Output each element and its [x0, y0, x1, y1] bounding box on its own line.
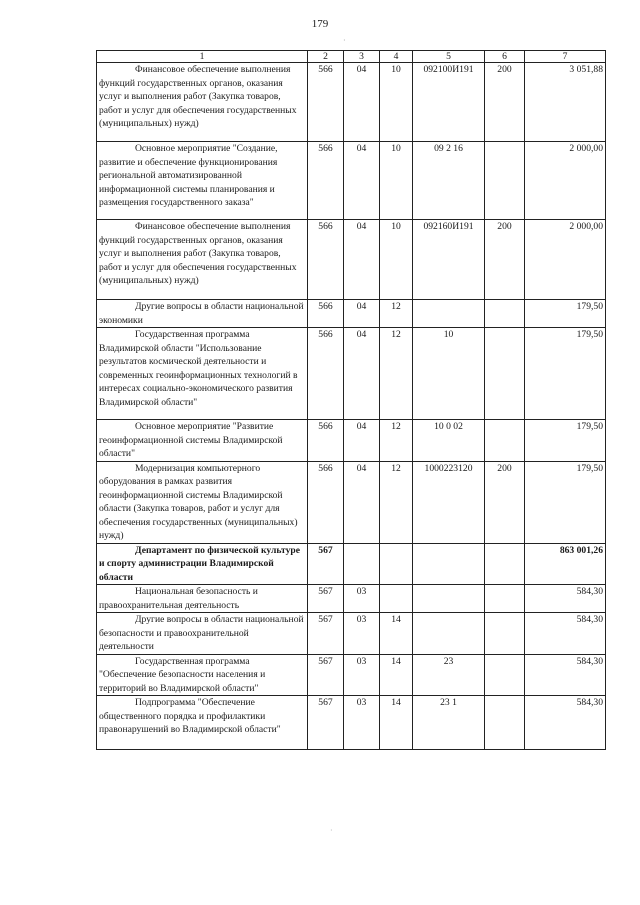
- table-row: [97, 543, 606, 585]
- row-name-cell: [97, 63, 308, 142]
- row-subsection-cell: 12: [380, 328, 413, 420]
- row-code-cell: 566: [308, 220, 344, 300]
- scan-mark: ·: [343, 36, 346, 45]
- row-subsection-cell: 14: [380, 654, 413, 696]
- row-name-text: Национальная безопасность и правоохранительная деятельность: [99, 586, 258, 611]
- row-section-cell: 04: [344, 220, 380, 300]
- row-section-cell: 04: [344, 63, 380, 142]
- row-subsection-cell: 12: [380, 420, 413, 462]
- row-name-cell: [97, 300, 308, 328]
- row-amount-cell: 584,30: [525, 585, 606, 613]
- row-section-cell: 04: [344, 328, 380, 420]
- row-subsection-cell: 10: [380, 142, 413, 220]
- row-type-cell: [485, 420, 525, 462]
- row-name-cell: [97, 420, 308, 462]
- row-section-cell: 04: [344, 142, 380, 220]
- row-type-cell: [485, 654, 525, 696]
- row-type-cell: [485, 300, 525, 328]
- row-amount-cell: 3 051,88: [525, 63, 606, 142]
- header-cell: 5: [413, 51, 485, 63]
- row-code-cell: 567: [308, 696, 344, 750]
- row-section-cell: 03: [344, 696, 380, 750]
- row-name-text: Департамент по физической культуре и спорту администрации Владимирской области: [99, 544, 301, 583]
- row-target-cell: [413, 543, 485, 585]
- table-row: [97, 220, 606, 300]
- header-cell: 7: [525, 51, 606, 63]
- row-amount-cell: 584,30: [525, 613, 606, 655]
- row-code-cell: 566: [308, 300, 344, 328]
- row-section-cell: [344, 543, 380, 585]
- row-code-cell: 566: [308, 420, 344, 462]
- row-name-cell: [97, 220, 308, 300]
- row-amount-cell: 863 001,26: [525, 543, 606, 585]
- row-section-cell: 03: [344, 654, 380, 696]
- table-row: [97, 142, 606, 220]
- row-target-cell: 1000223120: [413, 461, 485, 543]
- row-code-cell: 567: [308, 613, 344, 655]
- table-row: [97, 696, 606, 750]
- row-subsection-cell: 14: [380, 613, 413, 655]
- scan-mark: ·: [330, 826, 333, 835]
- row-amount-cell: 584,30: [525, 696, 606, 750]
- row-name-cell: [97, 696, 308, 750]
- row-name-text: Финансовое обеспечение выполнения функций государственных органов, оказания услуг и выполнения работ (Закупка товаров, работ и услуг для обеспечения государственных (муниципальных) нужд): [99, 221, 297, 286]
- row-code-cell: 567: [308, 585, 344, 613]
- row-target-cell: [413, 613, 485, 655]
- row-amount-cell: 2 000,00: [525, 220, 606, 300]
- row-section-cell: 04: [344, 420, 380, 462]
- row-target-cell: 10 0 02: [413, 420, 485, 462]
- row-amount-cell: 2 000,00: [525, 142, 606, 220]
- row-section-cell: 03: [344, 613, 380, 655]
- row-name-text: Основное мероприятие "Создание, развитие и обеспечение функционирования региональной автоматизированной информационной системы планирования и размещения государственного заказа": [99, 143, 278, 208]
- row-target-cell: 23: [413, 654, 485, 696]
- row-amount-cell: 584,30: [525, 654, 606, 696]
- table-row: [97, 420, 606, 462]
- row-name-cell: [97, 613, 308, 655]
- row-type-cell: [485, 613, 525, 655]
- row-section-cell: 03: [344, 585, 380, 613]
- row-name-text: Другие вопросы в области национальной безопасности и правоохранительной деятельности: [99, 614, 304, 652]
- row-subsection-cell: 12: [380, 461, 413, 543]
- header-cell: 2: [308, 51, 344, 63]
- row-type-cell: [485, 696, 525, 750]
- row-name-cell: [97, 461, 308, 543]
- budget-table: [96, 50, 606, 750]
- table-row: [97, 63, 606, 142]
- header-cell: 4: [380, 51, 413, 63]
- row-subsection-cell: 14: [380, 696, 413, 750]
- row-name-text: Подпрограмма "Обеспечение общественного порядка и профилактики правонарушений во Владимирской области": [99, 697, 281, 735]
- row-target-cell: 09 2 16: [413, 142, 485, 220]
- table-row: [97, 300, 606, 328]
- row-code-cell: 567: [308, 543, 344, 585]
- row-name-text: Государственная программа "Обеспечение безопасности населения и территорий во Владимирской области": [99, 655, 266, 694]
- row-amount-cell: 179,50: [525, 328, 606, 420]
- header-cell: 1: [97, 51, 308, 63]
- row-name-text: Основное мероприятие "Развитие геоинформационной системы Владимирской области": [99, 421, 283, 459]
- table-row: [97, 328, 606, 420]
- row-target-cell: [413, 585, 485, 613]
- row-subsection-cell: 10: [380, 220, 413, 300]
- row-target-cell: 10: [413, 328, 485, 420]
- table-row: [97, 613, 606, 655]
- row-name-text: Государственная программа Владимирской области "Использование результатов космической деятельности и современных геоинформационных технологий в интересах социально-экономического развития Владимирской области": [99, 329, 298, 408]
- table-body: [97, 63, 606, 750]
- row-subsection-cell: 10: [380, 63, 413, 142]
- row-name-text: Финансовое обеспечение выполнения функций государственных органов, оказания услуг и выполнения работ (Закупка товаров, работ и услуг для обеспечения государственных (муниципальных) нужд): [99, 64, 297, 129]
- header-cell: 3: [344, 51, 380, 63]
- table-row: [97, 461, 606, 543]
- header-cell: 6: [485, 51, 525, 63]
- table-row: [97, 654, 606, 696]
- row-type-cell: 200: [485, 63, 525, 142]
- row-subsection-cell: [380, 543, 413, 585]
- row-name-cell: [97, 585, 308, 613]
- row-subsection-cell: [380, 585, 413, 613]
- table-row: [97, 585, 606, 613]
- row-amount-cell: 179,50: [525, 420, 606, 462]
- page-number: 179: [311, 18, 329, 30]
- row-name-cell: [97, 328, 308, 420]
- row-subsection-cell: 12: [380, 300, 413, 328]
- row-type-cell: 200: [485, 220, 525, 300]
- row-code-cell: 566: [308, 63, 344, 142]
- row-code-cell: 566: [308, 461, 344, 543]
- row-type-cell: 200: [485, 461, 525, 543]
- row-type-cell: [485, 543, 525, 585]
- row-section-cell: 04: [344, 300, 380, 328]
- row-target-cell: 23 1: [413, 696, 485, 750]
- row-code-cell: 566: [308, 142, 344, 220]
- row-type-cell: [485, 328, 525, 420]
- row-code-cell: 566: [308, 328, 344, 420]
- row-target-cell: 092160И191: [413, 220, 485, 300]
- row-name-text: Модернизация компьютерного оборудования в рамках развития геоинформационной системы Владимирской области (Закупка товаров, работ и услуг для обеспечения государственных (муниципальных) нужд): [99, 462, 298, 541]
- row-name-cell: [97, 654, 308, 696]
- row-name-cell: [97, 142, 308, 220]
- row-amount-cell: 179,50: [525, 461, 606, 543]
- table-header-row: [97, 51, 606, 63]
- row-section-cell: 04: [344, 461, 380, 543]
- row-type-cell: [485, 585, 525, 613]
- row-type-cell: [485, 142, 525, 220]
- row-target-cell: 092100И191: [413, 63, 485, 142]
- row-amount-cell: 179,50: [525, 300, 606, 328]
- row-name-text: Другие вопросы в области национальной экономики: [99, 301, 304, 326]
- row-name-cell: [97, 543, 308, 585]
- row-target-cell: [413, 300, 485, 328]
- row-code-cell: 567: [308, 654, 344, 696]
